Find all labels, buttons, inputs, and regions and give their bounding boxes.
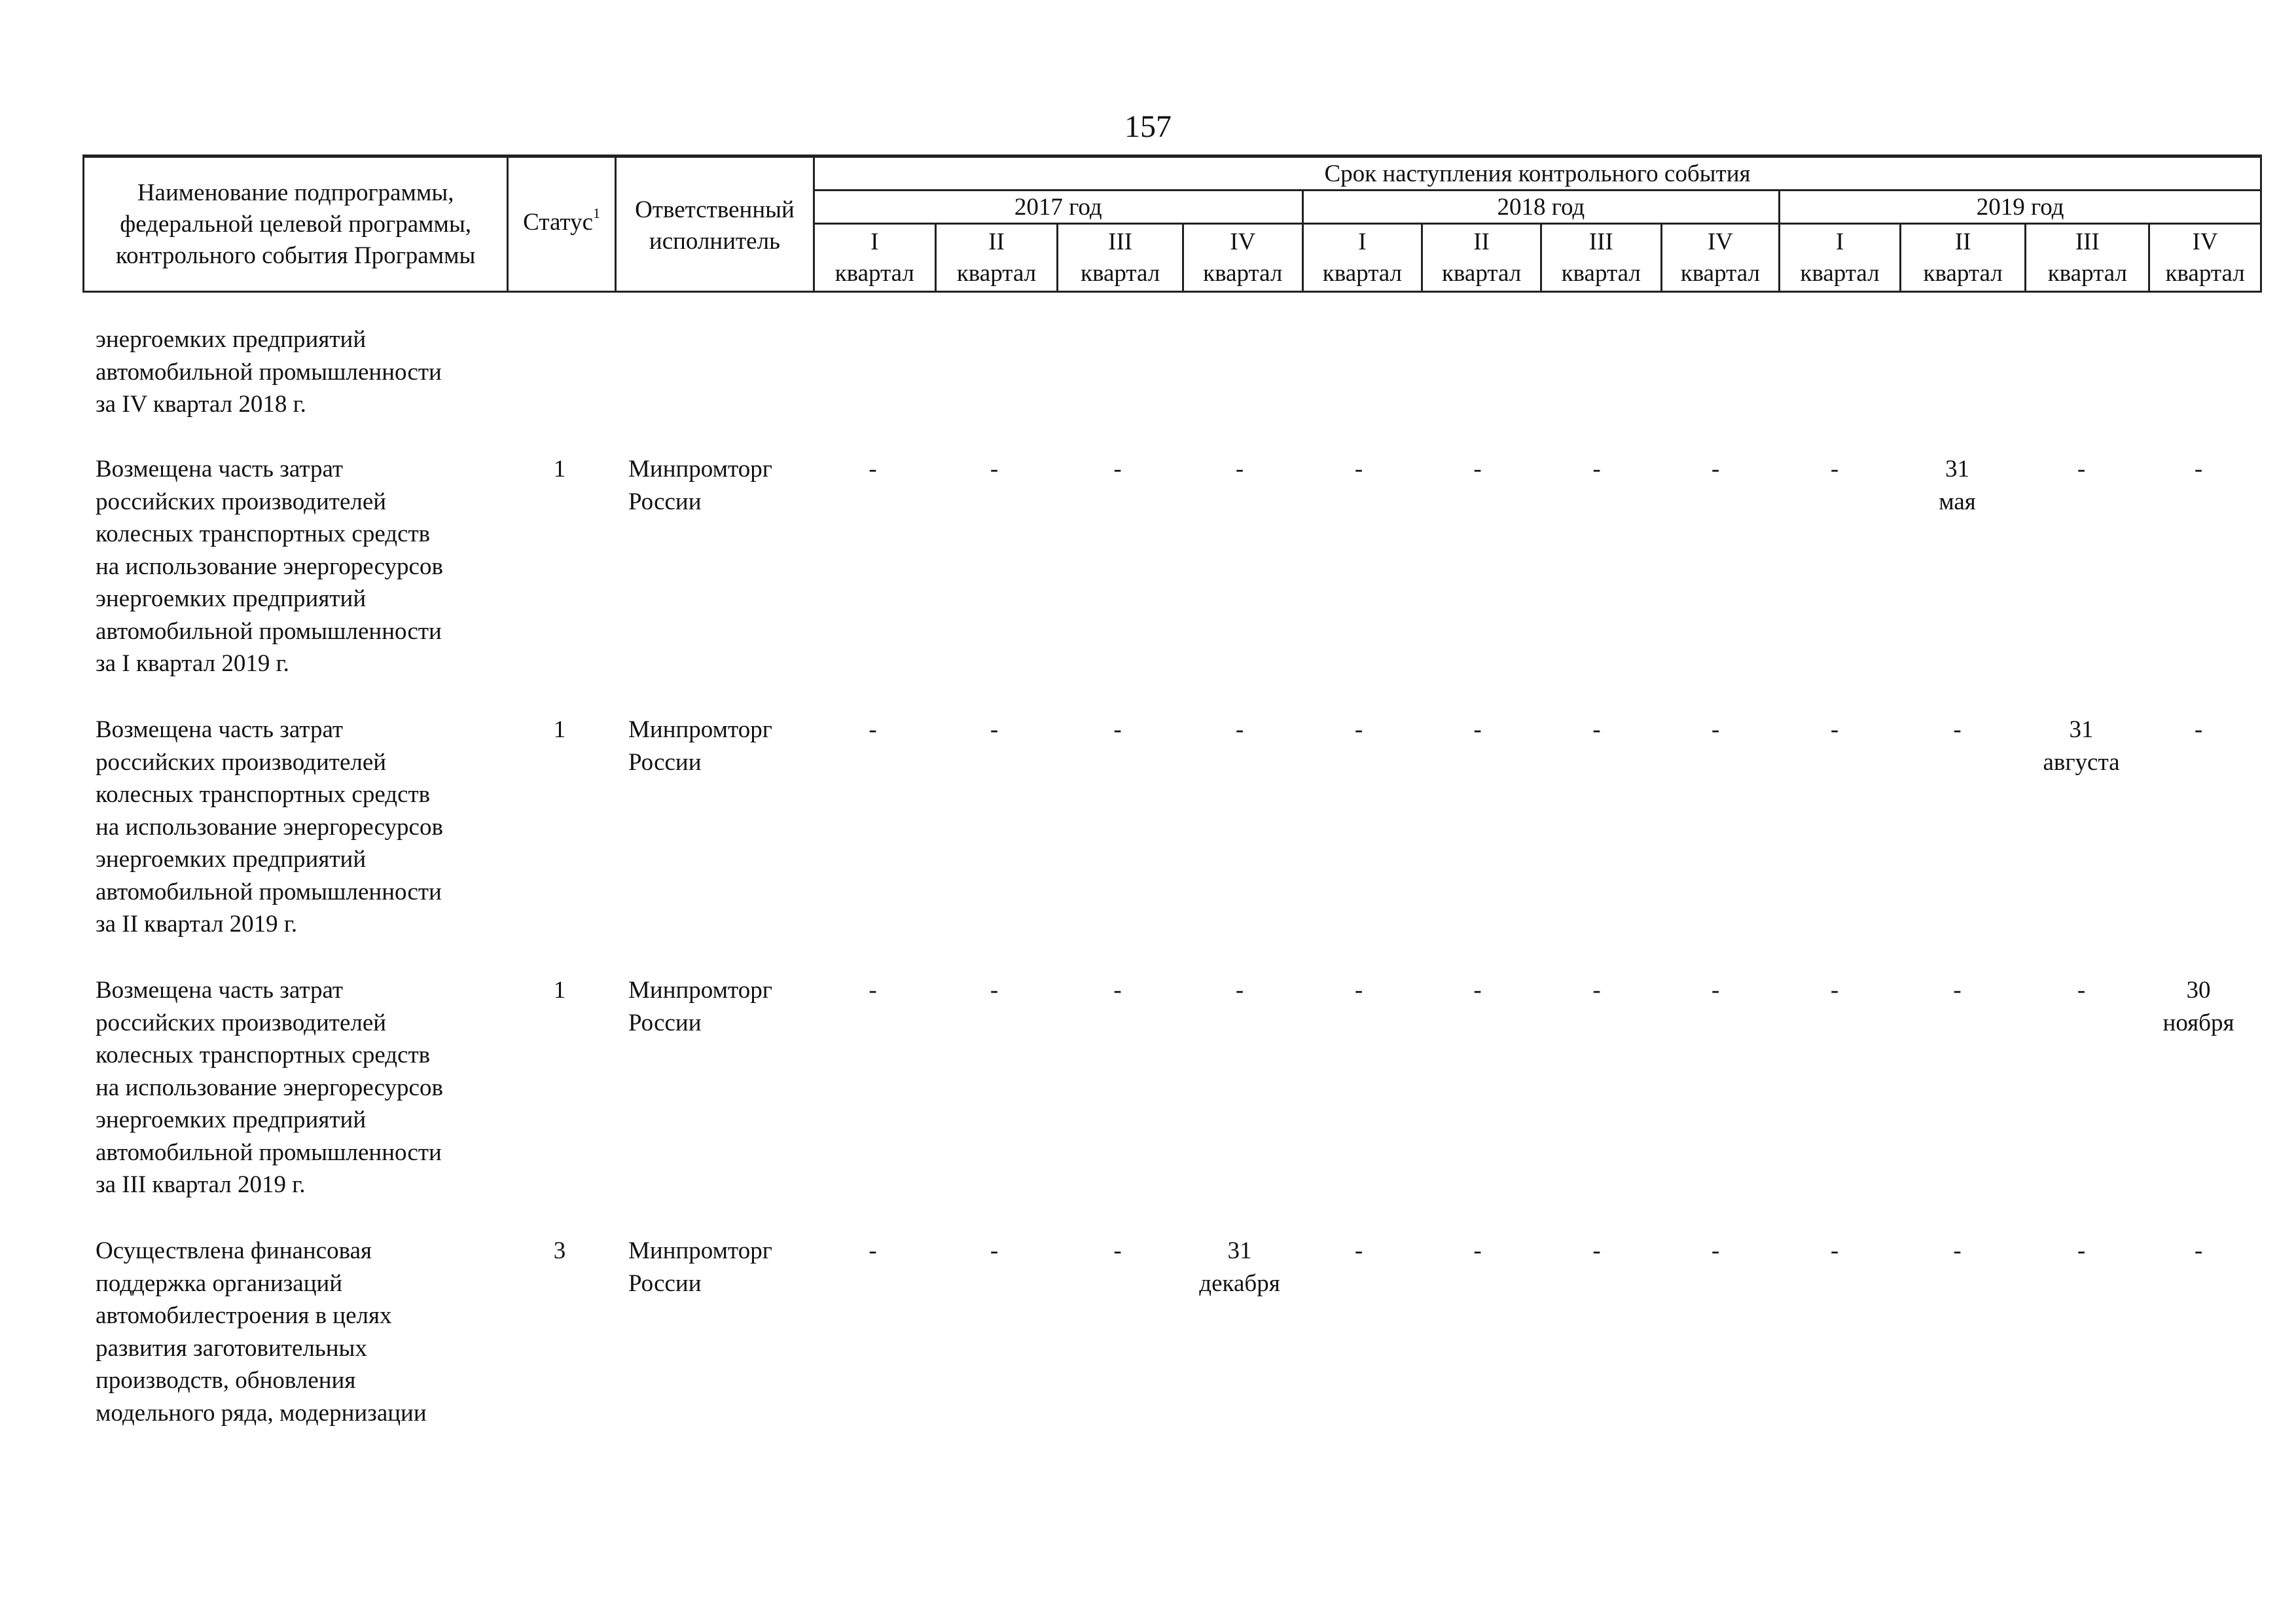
quarter-deadline-cell: - bbox=[1113, 456, 1122, 483]
quarter-deadline-cell: - bbox=[1235, 977, 1244, 1004]
quarter-deadline-cell: 31 мая bbox=[1939, 456, 1976, 515]
quarter-deadline-cell: - bbox=[1711, 977, 1720, 1004]
quarter-numeral: I bbox=[1302, 224, 1422, 258]
quarter-deadline-cell: - bbox=[1113, 977, 1122, 1004]
quarter-deadline-cell: - bbox=[1473, 1237, 1482, 1264]
quarter-numeral: III bbox=[2026, 224, 2149, 258]
quarter-numeral: IV bbox=[1183, 224, 1302, 258]
quarter-word: квартал bbox=[935, 257, 1058, 291]
event-name: Возмещена часть затрат российских производителей колесных транспортных средств на использование энергоресурсов энергоемких предприятий автомобильной промышленности за II квартал 2019 г. bbox=[96, 716, 443, 938]
name-column-header: Наименование подпрограммы, федеральной целевой программы, контрольного события Программы bbox=[84, 157, 508, 292]
quarter-deadline-cell: - bbox=[1354, 1237, 1363, 1264]
quarter-deadline-cell: - bbox=[2077, 456, 2086, 483]
quarter-word: квартал bbox=[2149, 257, 2261, 291]
quarter-word: квартал bbox=[1183, 257, 1302, 291]
quarter-deadline-cell: - bbox=[2077, 1237, 2086, 1264]
event-status: 1 bbox=[553, 456, 566, 483]
quarter-word: квартал bbox=[1058, 257, 1183, 291]
quarter-deadline-cell: - bbox=[1354, 977, 1363, 1004]
quarter-word: квартал bbox=[1780, 257, 1901, 291]
event-status: 1 bbox=[553, 977, 566, 1004]
quarter-word: квартал bbox=[1541, 257, 1661, 291]
quarter-deadline-cell: - bbox=[990, 1237, 999, 1264]
quarter-deadline-cell: - bbox=[869, 716, 877, 743]
quarter-numeral: IV bbox=[1661, 224, 1780, 258]
page-number: 157 bbox=[1124, 109, 1172, 144]
quarter-deadline-cell: - bbox=[1953, 977, 1962, 1004]
status-column-header bbox=[508, 157, 616, 292]
quarter-deadline-cell: - bbox=[2194, 716, 2203, 743]
quarter-word: квартал bbox=[1422, 257, 1541, 291]
quarter-deadline-cell: - bbox=[1953, 1237, 1962, 1264]
quarter-deadline-cell: - bbox=[1592, 716, 1601, 743]
quarter-deadline-cell: - bbox=[1830, 456, 1839, 483]
event-responsible: Минпромторг России bbox=[628, 716, 772, 776]
quarter-deadline-cell: - bbox=[990, 456, 999, 483]
year-header: 2017 год bbox=[814, 191, 1302, 224]
quarter-deadline-cell: - bbox=[2194, 1237, 2203, 1264]
quarter-deadline-cell: - bbox=[869, 1237, 877, 1264]
quarter-deadline-cell: - bbox=[1711, 1237, 1720, 1264]
deadline-group-header: Срок наступления контрольного события bbox=[814, 157, 2261, 191]
event-status: 3 bbox=[553, 1237, 566, 1264]
event-name: Осуществлена финансовая поддержка организаций автомобилестроения в целях развития заготовительных производств, обновления модельного ряда, модернизации bbox=[96, 1237, 427, 1427]
quarter-word: квартал bbox=[1900, 257, 2026, 291]
quarter-deadline-cell: - bbox=[1473, 456, 1482, 483]
event-responsible: Минпромторг России bbox=[628, 456, 772, 515]
quarter-deadline-cell: - bbox=[990, 716, 999, 743]
quarter-numeral: II bbox=[935, 224, 1058, 258]
quarter-deadline-cell: - bbox=[1830, 977, 1839, 1004]
quarter-deadline-cell: - bbox=[1113, 716, 1122, 743]
quarter-numeral: II bbox=[1900, 224, 2026, 258]
quarter-deadline-cell: 30 ноября bbox=[2162, 977, 2234, 1036]
status-header-label: Статус bbox=[523, 209, 594, 236]
quarter-deadline-cell: - bbox=[1592, 977, 1601, 1004]
quarter-deadline-cell: - bbox=[1830, 1237, 1839, 1264]
quarter-deadline-cell: - bbox=[1830, 716, 1839, 743]
quarter-deadline-cell: - bbox=[1235, 456, 1244, 483]
quarter-deadline-cell: - bbox=[1354, 716, 1363, 743]
quarter-deadline-cell: - bbox=[2194, 456, 2203, 483]
quarter-word: квартал bbox=[1302, 257, 1422, 291]
quarter-numeral: I bbox=[1780, 224, 1901, 258]
quarter-deadline-cell: - bbox=[1473, 977, 1482, 1004]
responsible-column-header: Ответственный исполнитель bbox=[615, 157, 814, 292]
status-footnote-mark: 1 bbox=[593, 205, 601, 221]
quarter-numeral: II bbox=[1422, 224, 1541, 258]
year-header: 2018 год bbox=[1302, 191, 1780, 224]
quarter-word: квартал bbox=[2026, 257, 2149, 291]
quarter-deadline-cell: - bbox=[1354, 456, 1363, 483]
quarter-deadline-cell: - bbox=[1235, 716, 1244, 743]
quarter-deadline-cell: - bbox=[990, 977, 999, 1004]
quarter-numeral: I bbox=[814, 224, 935, 258]
quarter-word: квартал bbox=[814, 257, 935, 291]
year-header: 2019 год bbox=[1780, 191, 2261, 224]
quarter-deadline-cell: - bbox=[1592, 1237, 1601, 1264]
quarter-numeral: III bbox=[1541, 224, 1661, 258]
quarter-deadline-cell: 31 августа bbox=[2043, 716, 2120, 776]
event-responsible: Минпромторг России bbox=[628, 1237, 772, 1297]
quarter-word: квартал bbox=[1661, 257, 1780, 291]
quarter-deadline-cell: - bbox=[1711, 456, 1720, 483]
quarter-deadline-cell: 31 декабря bbox=[1199, 1237, 1280, 1297]
event-name: Возмещена часть затрат российских производителей колесных транспортных средств на использование энергоресурсов энергоемких предприятий автомобильной промышленности за I квартал 2019 г. bbox=[96, 456, 443, 677]
event-name: Возмещена часть затрат российских производителей колесных транспортных средств на использование энергоресурсов энергоемких предприятий автомобильной промышленности за III квартал 2019 г. bbox=[96, 977, 443, 1198]
event-name: энергоемких предприятий автомобильной промышленности за IV квартал 2018 г. bbox=[96, 326, 442, 418]
quarter-deadline-cell: - bbox=[1113, 1237, 1122, 1264]
quarter-deadline-cell: - bbox=[869, 977, 877, 1004]
quarter-deadline-cell: - bbox=[869, 456, 877, 483]
quarter-deadline-cell: - bbox=[1473, 716, 1482, 743]
quarter-deadline-cell: - bbox=[2077, 977, 2086, 1004]
quarter-deadline-cell: - bbox=[1953, 716, 1962, 743]
quarter-deadline-cell: - bbox=[1592, 456, 1601, 483]
event-status: 1 bbox=[553, 716, 566, 743]
quarter-numeral: III bbox=[1058, 224, 1183, 258]
quarter-deadline-cell: - bbox=[1711, 716, 1720, 743]
event-responsible: Минпромторг России bbox=[628, 977, 772, 1036]
table-header bbox=[82, 156, 2262, 293]
quarter-numeral: IV bbox=[2149, 224, 2261, 258]
